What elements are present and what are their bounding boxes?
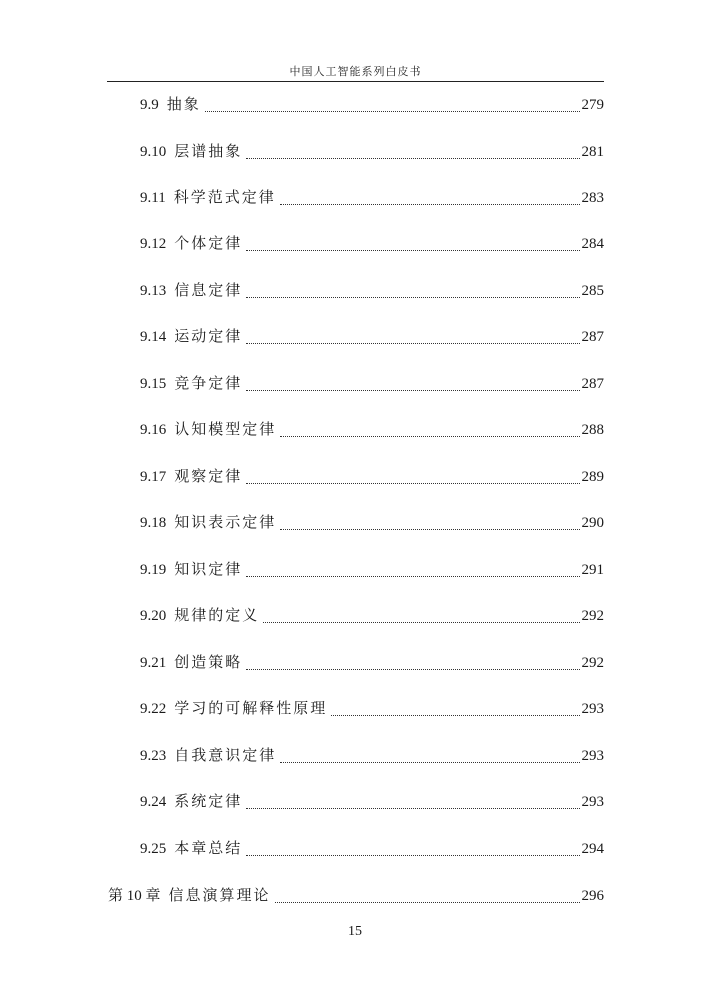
section-title: 知识表示定律: [174, 515, 277, 531]
section-title: 运动定律: [174, 329, 243, 345]
toc-entry[interactable]: [140, 325, 604, 349]
section-number: 9.13: [140, 283, 167, 299]
page-ref: 287: [581, 329, 604, 345]
page-ref: 294: [581, 841, 604, 857]
section-number: 9.14: [140, 329, 167, 345]
dot-leader: [246, 250, 579, 251]
toc-entry[interactable]: [140, 790, 604, 814]
page-number: 15: [348, 924, 362, 939]
section-title: 系统定律: [174, 794, 243, 810]
toc-entry[interactable]: [140, 558, 604, 582]
section-number: 9.21: [140, 655, 167, 671]
page-ref: 292: [581, 608, 604, 624]
section-title: 信息定律: [174, 283, 243, 299]
section-number: 9.18: [140, 515, 167, 531]
toc-entry[interactable]: [140, 604, 604, 628]
toc-entry[interactable]: [140, 511, 604, 535]
header-rule: [107, 81, 604, 82]
page-ref: 289: [581, 469, 604, 485]
section-title: 本章总结: [174, 841, 243, 857]
section-number: 9.25: [140, 841, 167, 857]
section-number: 9.16: [140, 422, 167, 438]
section-title: 层谱抽象: [174, 144, 243, 160]
toc-entry[interactable]: [140, 465, 604, 489]
section-title: 观察定律: [174, 469, 243, 485]
toc-entry[interactable]: [140, 418, 604, 442]
toc-entry[interactable]: [140, 372, 604, 396]
section-title: 竞争定律: [174, 376, 243, 392]
toc-entry[interactable]: [140, 140, 604, 164]
section-number: 9.20: [140, 608, 167, 624]
toc-chapter-entry[interactable]: [108, 884, 604, 908]
section-title: 个体定律: [174, 236, 243, 252]
dot-leader: [246, 855, 579, 856]
page-ref: 287: [581, 376, 604, 392]
section-title: 自我意识定律: [174, 748, 277, 764]
chapter-title: 信息演算理论: [168, 888, 271, 904]
toc-entry[interactable]: [140, 697, 604, 721]
toc-entry[interactable]: [140, 93, 604, 117]
dot-leader: [246, 808, 579, 809]
section-number: 9.15: [140, 376, 167, 392]
section-title: 创造策略: [174, 655, 243, 671]
dot-leader: [275, 902, 580, 903]
dot-leader: [246, 158, 579, 159]
dot-leader: [246, 669, 579, 670]
chapter-number: 第 10 章: [108, 888, 161, 904]
toc-entry[interactable]: [140, 651, 604, 675]
section-number: 9.19: [140, 562, 167, 578]
section-title: 抽象: [166, 97, 201, 113]
page-ref: 281: [581, 144, 604, 160]
section-number: 9.9: [140, 97, 159, 113]
section-number: 9.10: [140, 144, 167, 160]
dot-leader: [246, 390, 579, 391]
page-ref: 293: [581, 701, 604, 717]
toc-entry[interactable]: [140, 232, 604, 256]
section-number: 9.11: [140, 190, 166, 206]
page-ref: 296: [581, 888, 604, 904]
toc-entry[interactable]: [140, 279, 604, 303]
section-title: 知识定律: [174, 562, 243, 578]
page-ref: 284: [581, 236, 604, 252]
dot-leader: [280, 762, 579, 763]
page-ref: 285: [581, 283, 604, 299]
dot-leader: [263, 622, 579, 623]
page-ref: 290: [581, 515, 604, 531]
dot-leader: [246, 343, 579, 344]
page-ref: 283: [581, 190, 604, 206]
section-title: 认知模型定律: [174, 422, 277, 438]
page-ref: 293: [581, 794, 604, 810]
section-number: 9.12: [140, 236, 167, 252]
section-number: 9.23: [140, 748, 167, 764]
dot-leader: [280, 436, 579, 437]
toc-entry[interactable]: [140, 186, 604, 210]
toc-entry[interactable]: [140, 837, 604, 861]
running-header: 中国人工智能系列白皮书: [289, 66, 422, 78]
page-ref: 279: [581, 97, 604, 113]
section-title: 规律的定义: [174, 608, 260, 624]
dot-leader: [331, 715, 579, 716]
dot-leader: [280, 204, 580, 205]
section-title: 学习的可解释性原理: [174, 701, 328, 717]
section-number: 9.17: [140, 469, 167, 485]
section-number: 9.22: [140, 701, 167, 717]
section-title: 科学范式定律: [173, 190, 276, 206]
section-number: 9.24: [140, 794, 167, 810]
page-ref: 293: [581, 748, 604, 764]
dot-leader: [246, 483, 579, 484]
page-ref: 288: [581, 422, 604, 438]
dot-leader: [246, 297, 579, 298]
dot-leader: [246, 576, 579, 577]
dot-leader: [280, 529, 579, 530]
page-ref: 291: [581, 562, 604, 578]
toc-entry[interactable]: [140, 744, 604, 768]
page-ref: 292: [581, 655, 604, 671]
dot-leader: [205, 111, 580, 112]
